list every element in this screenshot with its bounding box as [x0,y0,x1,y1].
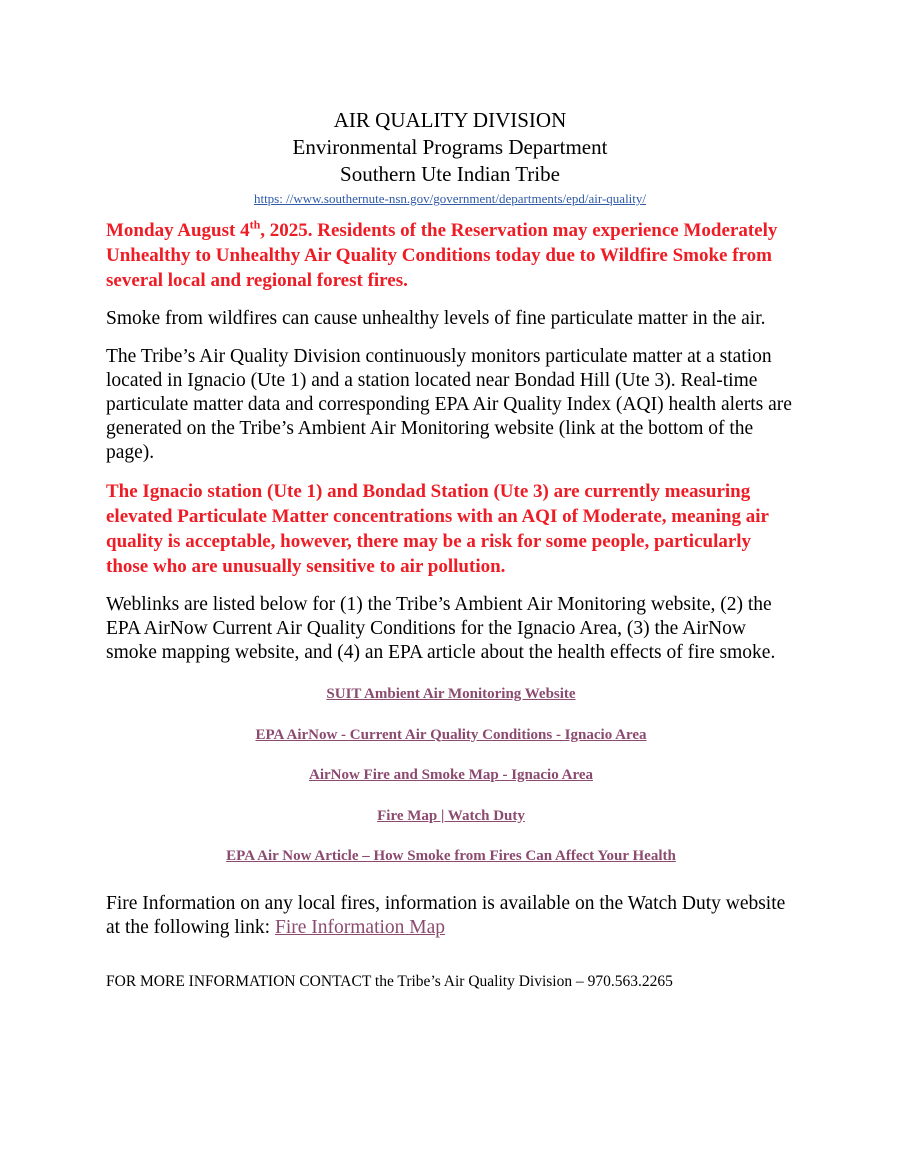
alert-message: , 2025. Residents of the Reservation may experience Moderately Unhealthy to Unhealthy Air Quality Conditions today due to Wildfire Smoke from several local and regional forest fires. [106,220,778,291]
letterhead [0,107,900,207]
date-suffix: th [249,217,261,232]
smoke-paragraph: Smoke from wildfires can cause unhealthy levels of fine particulate matter in the air. [106,308,766,329]
suit-monitoring-link[interactable]: SUIT Ambient Air Monitoring Website [326,686,576,702]
weblinks-paragraph: Weblinks are listed below for (1) the Tribe’s Ambient Air Monitoring website, (2) the EPA AirNow Current Air Quality Conditions for the Ignacio Area, (3) the AirNow smoke mapping website, and (4) an EPA article about the health effects of fire smoke. [106,594,776,663]
watch-duty-link[interactable]: Fire Map | Watch Duty [377,807,525,824]
fire-info-paragraph [106,892,796,940]
department-title: Environmental Programs Department [292,135,608,159]
alert-date: Monday August 4 [106,220,250,241]
fire-info-text: Fire Information on any local fires, information is available on the Watch Duty website at the following link: [106,892,786,938]
air-quality-url-link[interactable]: https: //www.southernute-nsn.gov/government/departments/epd/air-quality/ [253,191,647,206]
date-alert [106,218,796,293]
airnow-conditions-link[interactable]: EPA AirNow - Current Air Quality Conditions - Ignacio Area [255,726,647,743]
monitoring-paragraph: The Tribe’s Air Quality Division continuously monitors particulate matter at a station located in Ignacio (Ute 1) and a station located near Bondad Hill (Ute 3). Real-time particulate matter data and corresponding EPA Air Quality Index (AQI) health alerts are generated on the Tribe’s Ambient Air Monitoring website (link at the bottom of the page). [106,346,792,463]
fire-information-map-link[interactable]: Fire Information Map [274,916,446,938]
document-body [106,218,796,992]
contact-line: FOR MORE INFORMATION CONTACT the Tribe’s Air Quality Division – 970.563.2265 [106,972,673,990]
division-title: AIR QUALITY DIVISION [333,108,567,132]
weblinks-list [106,685,796,888]
tribe-title: Southern Ute Indian Tribe [340,162,560,186]
epa-smoke-article-link[interactable]: EPA Air Now Article – How Smoke from Fires Can Affect Your Health [226,848,676,864]
fire-smoke-map-link[interactable]: AirNow Fire and Smoke Map - Ignacio Area [308,767,594,783]
station-alert: The Ignacio station (Ute 1) and Bondad Station (Ute 3) are currently measuring elevated Particulate Matter concentrations with an AQI of Moderate, meaning air quality is acceptable, however, there may be a risk for some people, particularly those who are unusually sensitive to air pollution. [106,481,769,577]
